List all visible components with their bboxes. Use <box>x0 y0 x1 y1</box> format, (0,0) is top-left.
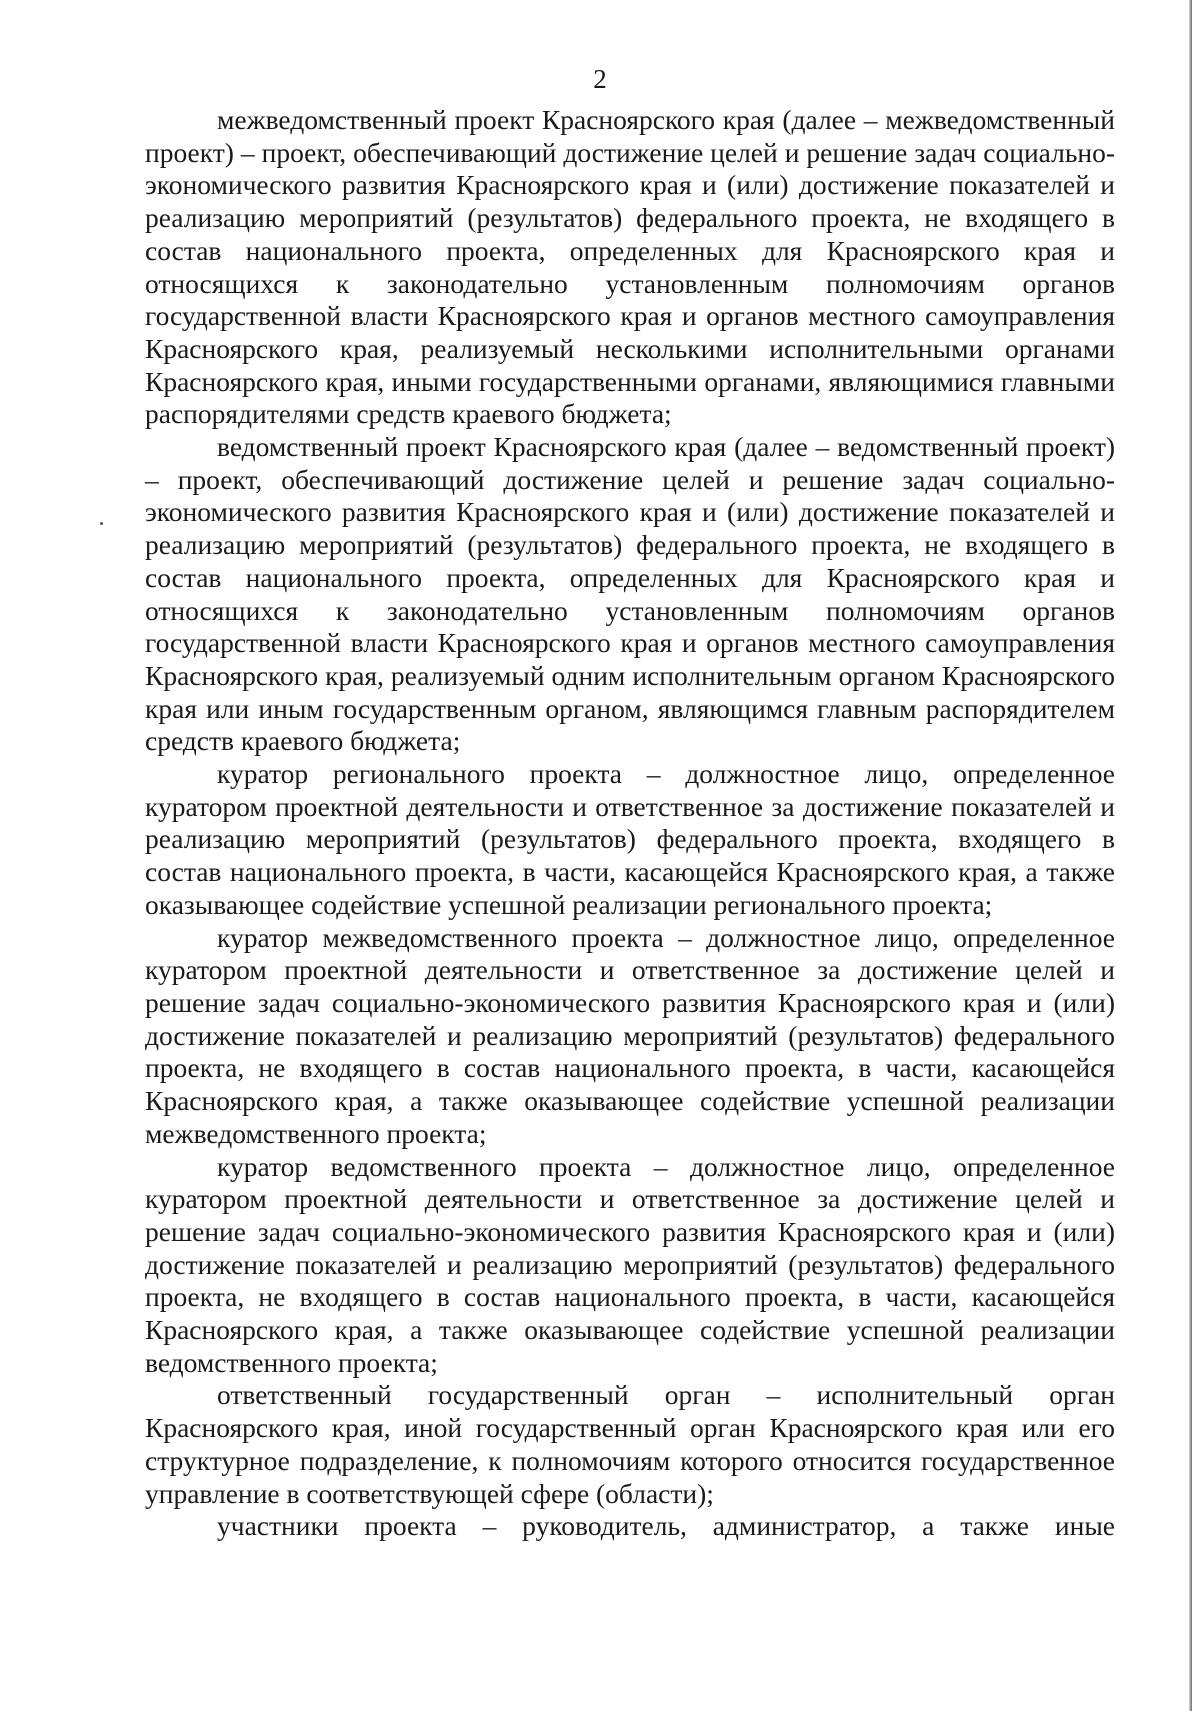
page-number: 2 <box>593 64 607 94</box>
paragraph-departmental-project-curator: куратор ведомственного проекта – должностное лицо, определенное куратором проектной деятельности и ответственное за достижение целей и решение задач социально-экономического развития Красноярского края и (или) достижение показателей и реализацию мероприятий (результатов) федерального проекта, не входящего в состав национального проекта, в части, касающейся Красноярского края, а также оказывающее содействие успешной реализации ведомственного проекта; <box>145 1150 1115 1378</box>
scan-edge-shadow <box>1189 0 1192 1711</box>
scan-speck <box>100 522 103 525</box>
paragraph-interdepartmental-project: межведомственный проект Красноярского края (далее – межведомственный проект) – проект, обеспечивающий достижение целей и решение задач социально-экономического развития Красноярского края и (или) достижение показателей и реализацию мероприятий (результатов) федерального проекта, не входящего в состав национального проекта, определенных для Красноярского края и относящихся к законодательно установленным полномочиям органов государственной власти Красноярского края и органов местного самоуправления Красноярского края, реализуемый несколькими исполнительными органами Красноярского края, иными государственными органами, являющимися главными распорядителями средств краевого бюджета; <box>145 104 1115 430</box>
document-body <box>145 104 1115 1543</box>
paragraph-responsible-state-body: ответственный государственный орган – исполнительный орган Красноярского края, иной государственный орган Красноярского края или его структурное подразделение, к полномочиям которого относится государственное управление в соответствующей сфере (области); <box>145 1379 1115 1509</box>
paragraph-project-participants: участники проекта – руководитель, администратор, а также иные <box>217 1510 1115 1542</box>
paragraph-departmental-project: ведомственный проект Красноярского края (далее – ведомственный проект) – проект, обеспечивающий достижение целей и решение задач социально-экономического развития Красноярского края и (или) достижение показателей и реализацию мероприятий (результатов) федерального проекта, не входящего в состав национального проекта, определенных для Красноярского края и относящихся к законодательно установленным полномочиям органов государственной власти Красноярского края и органов местного самоуправления Красноярского края, реализуемый одним исполнительным органом Красноярского края или иным государственным органом, являющимся главным распорядителем средств краевого бюджета; <box>145 431 1115 757</box>
paragraph-regional-project-curator: куратор регионального проекта – должностное лицо, определенное куратором проектной деятельности и ответственное за достижение показателей и реализацию мероприятий (результатов) федерального проекта, входящего в состав национального проекта, в части, касающейся Красноярского края, а также оказывающее содействие успешной реализации регионального проекта; <box>145 758 1115 920</box>
paragraph-interdepartmental-project-curator: куратор межведомственного проекта – должностное лицо, определенное куратором проектной деятельности и ответственное за достижение целей и решение задач социально-экономического развития Красноярского края и (или) достижение показателей и реализацию мероприятий (результатов) федерального проекта, не входящего в состав национального проекта, в части, касающейся Красноярского края, а также оказывающее содействие успешной реализации межведомственного проекта; <box>145 921 1115 1149</box>
